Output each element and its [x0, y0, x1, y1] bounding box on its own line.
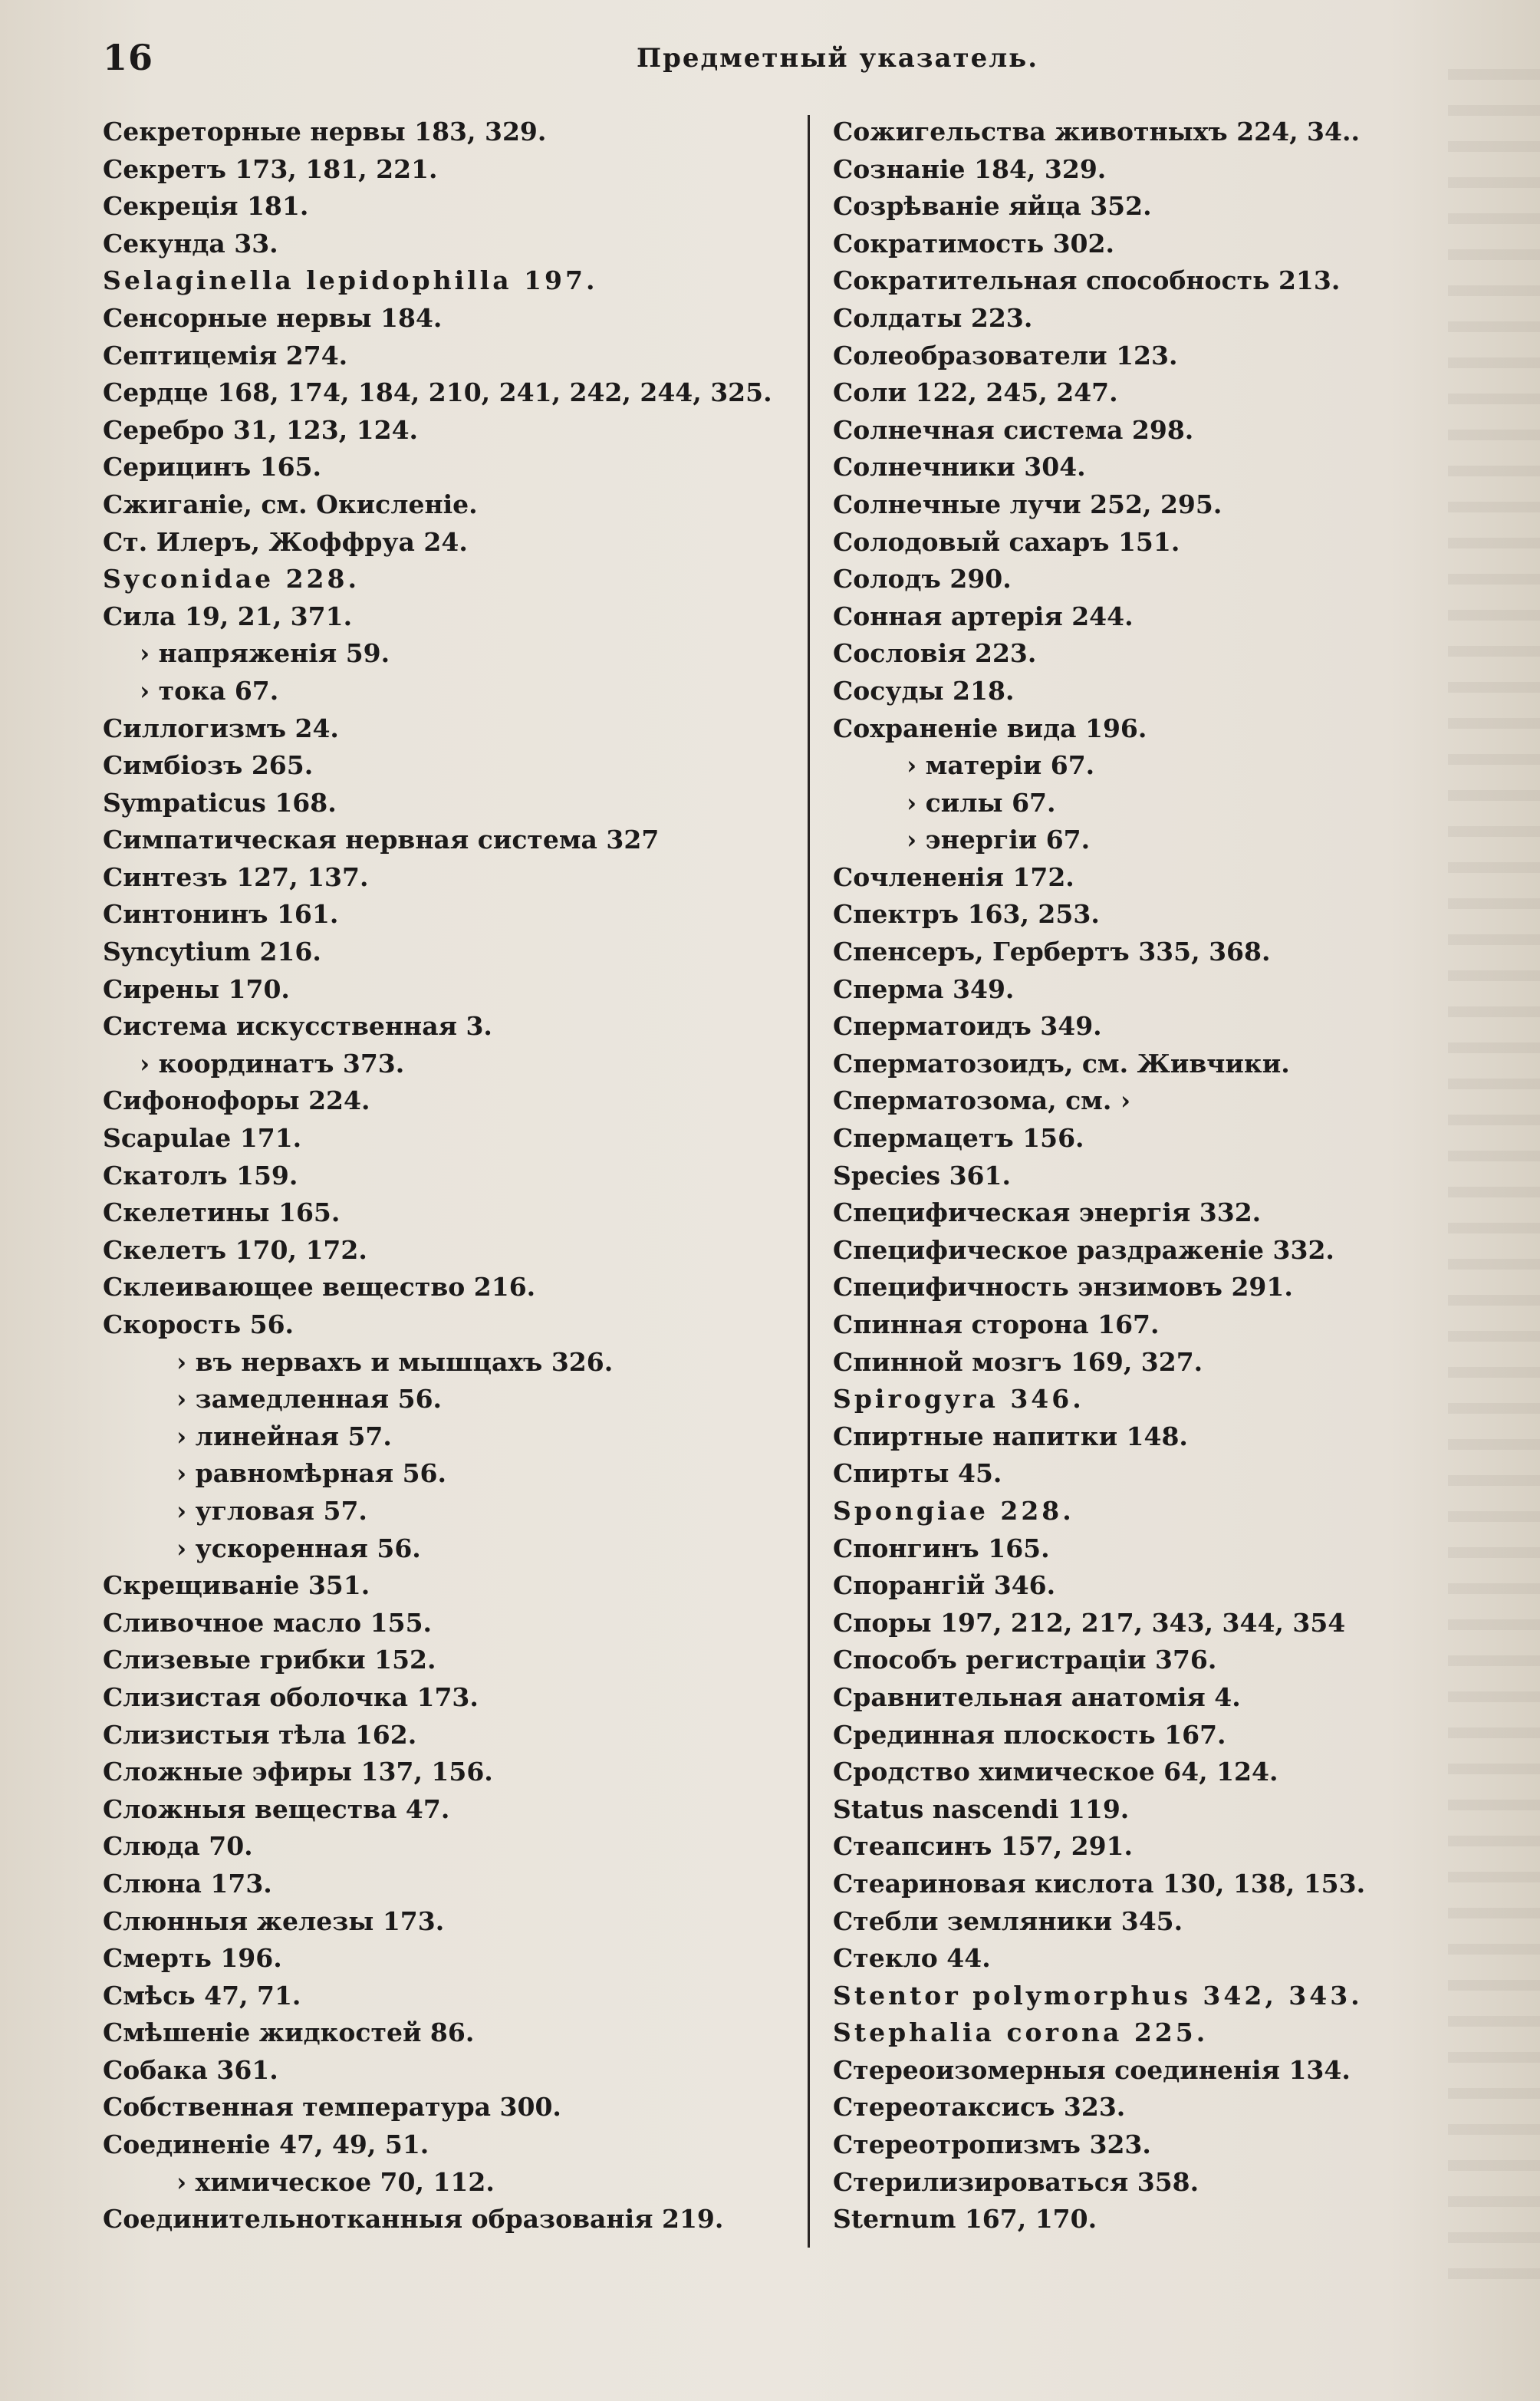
index-entry: Скатолъ 159.: [103, 1160, 298, 1191]
index-entry: Спинной мозгъ 169, 327.: [833, 1346, 1203, 1377]
index-entry: Сонная артерія 244.: [833, 601, 1134, 631]
index-entry: Срединная плоскость 167.: [833, 1719, 1226, 1750]
index-entry: Синтезъ 127, 137.: [103, 861, 369, 892]
index-entry: Способъ регистраціи 376.: [833, 1645, 1217, 1675]
index-entry: Сливочное масло 155.: [103, 1607, 433, 1638]
index-entry: Септицемія 274.: [103, 340, 348, 371]
index-entry: Сродство химическое 64, 124.: [833, 1757, 1278, 1787]
index-entry: Скелетъ 170, 172.: [103, 1234, 367, 1265]
index-entry: Сердце 168, 174, 184, 210, 241, 242, 244, 325.: [103, 377, 772, 408]
index-entry: Syconidae 228.: [103, 564, 360, 594]
index-entry: Специфическое раздраженіе 332.: [833, 1234, 1334, 1265]
index-entry: Сирены 170.: [103, 973, 290, 1004]
index-entry: Солеобразователи 123.: [833, 340, 1178, 371]
index-entry: Слизистыя тѣла 162.: [103, 1719, 417, 1750]
index-entry: Спермацетъ 156.: [833, 1123, 1084, 1154]
index-entry: Солнечники 304.: [833, 452, 1086, 483]
index-entry: Сперма 349.: [833, 973, 1015, 1004]
index-entry: Спинная сторона 167.: [833, 1309, 1160, 1339]
index-entry: Сравнительная анатомія 4.: [833, 1681, 1241, 1712]
index-entry: Секреторные нервы 183, 329.: [103, 117, 547, 147]
index-entry: Соединительнотканныя образованія 219.: [103, 2204, 724, 2235]
index-entry: Stephalia corona 225.: [833, 2017, 1209, 2048]
index-entry: Солнечная система 298.: [833, 414, 1194, 445]
index-entry: Сложныя вещества 47.: [103, 1793, 450, 1824]
index-entry: Скелетины 165.: [103, 1197, 341, 1228]
index-entry: Спиртные напитки 148.: [833, 1421, 1188, 1451]
index-entry: Солдаты 223.: [833, 302, 1033, 333]
index-entry: Стекло 44.: [833, 1943, 991, 1974]
index-entry: Сожигельства животныхъ 224, 34..: [833, 117, 1360, 147]
index-entry: Sympaticus 168.: [103, 787, 337, 818]
index-entry: Стереоизомерныя соединенія 134.: [833, 2054, 1351, 2085]
index-entry: Сочлененія 172.: [833, 861, 1074, 892]
index-entry: Симпатическая нервная система 327: [103, 825, 660, 855]
index-entry: Система искусственная 3.: [103, 1011, 492, 1042]
index-subentry: › равномѣрная 56.: [176, 1458, 446, 1489]
index-entry: Секретъ 173, 181, 221.: [103, 153, 438, 184]
index-entry: Серебро 31, 123, 124.: [103, 414, 419, 445]
index-entry: Солнечные лучи 252, 295.: [833, 489, 1222, 519]
index-entry: Специфичность энзимовъ 291.: [833, 1272, 1293, 1303]
index-subentry: › ускоренная 56.: [176, 1533, 421, 1563]
index-subentry: › угловая 57.: [176, 1495, 367, 1526]
index-entry: Собака 361.: [103, 2054, 278, 2085]
index-entry: Секреція 181.: [103, 191, 309, 222]
index-entry: Скорость 56.: [103, 1309, 295, 1339]
page-number: 16: [103, 37, 154, 78]
index-entry: Спорангій 346.: [833, 1570, 1056, 1601]
index-entry: Синтонинъ 161.: [103, 899, 339, 930]
index-subentry: › напряженія 59.: [140, 638, 390, 669]
index-column-left: [103, 114, 793, 2238]
index-entry: Смерть 196.: [103, 1943, 282, 1974]
index-entry: Сократимость 302.: [833, 228, 1114, 259]
index-entry: Спенсеръ, Гербертъ 335, 368.: [833, 937, 1271, 967]
index-subentry: › силы 67.: [907, 787, 1056, 818]
column-divider: [808, 115, 810, 2248]
index-entry: Спирты 45.: [833, 1458, 1002, 1489]
index-entry: Созрѣваніе яйца 352.: [833, 191, 1152, 222]
index-entry: Сенсорные нервы 184.: [103, 302, 443, 333]
index-entry: Смѣсь 47, 71.: [103, 1980, 301, 2011]
index-entry: Сперматоидъ 349.: [833, 1011, 1102, 1042]
index-entry: Стереотропизмъ 323.: [833, 2129, 1151, 2160]
index-entry: Симбіозъ 265.: [103, 750, 314, 781]
index-entry: Spirogyra 346.: [833, 1384, 1084, 1415]
index-entry: Spongiae 228.: [833, 1495, 1074, 1526]
running-title: Предметный указатель.: [637, 43, 1039, 74]
index-entry: Силлогизмъ 24.: [103, 713, 339, 743]
index-entry: Споры 197, 212, 217, 343, 344, 354: [833, 1607, 1346, 1638]
index-entry: Сознаніе 184, 329.: [833, 153, 1107, 184]
index-entry: Сословія 223.: [833, 638, 1037, 669]
page-header: [0, 37, 1540, 83]
index-entry: Сперматозома, см. ›: [833, 1085, 1131, 1116]
index-entry: Стеапсинъ 157, 291.: [833, 1831, 1134, 1862]
index-entry: Стерилизироваться 358.: [833, 2166, 1199, 2197]
index-subentry: › координатъ 373.: [140, 1048, 405, 1079]
index-entry: Слюда 70.: [103, 1831, 253, 1862]
index-entry: Сперматозоидъ, см. Живчики.: [833, 1048, 1290, 1079]
index-entry: Склеивающее вещество 216.: [103, 1272, 536, 1303]
index-entry: Сифонофоры 224.: [103, 1085, 370, 1116]
index-entry: Собственная температура 300.: [103, 2092, 561, 2123]
index-entry: Sternum 167, 170.: [833, 2204, 1097, 2235]
index-subentry: › тока 67.: [140, 675, 279, 706]
index-entry: Ст. Илеръ, Жоффруа 24.: [103, 526, 468, 557]
index-entry: Сила 19, 21, 371.: [103, 601, 353, 631]
index-subentry: › замедленная 56.: [176, 1384, 443, 1415]
index-column-right: [833, 114, 1431, 2238]
index-entry: Слизистая оболочка 173.: [103, 1681, 479, 1712]
index-entry: Scapulae 171.: [103, 1123, 302, 1154]
facing-page-bleed: [1448, 69, 1540, 2294]
index-entry: Специфическая энергія 332.: [833, 1197, 1262, 1228]
index-entry: Серицинъ 165.: [103, 452, 321, 483]
index-entry: Смѣшеніе жидкостей 86.: [103, 2017, 475, 2048]
index-entry: Слюнныя железы 173.: [103, 1905, 445, 1936]
index-entry: Сжиганіе, см. Окисленіе.: [103, 489, 478, 519]
index-entry: Сохраненіе вида 196.: [833, 713, 1147, 743]
index-subentry: › химическое 70, 112.: [176, 2166, 495, 2197]
index-entry: Скрещиваніе 351.: [103, 1570, 370, 1601]
index-subentry: › энергіи 67.: [907, 825, 1091, 855]
index-entry: Сложные эфиры 137, 156.: [103, 1757, 493, 1787]
index-entry: Status nascendi 119.: [833, 1793, 1130, 1824]
index-entry: Соли 122, 245, 247.: [833, 377, 1118, 408]
index-entry: Соединеніе 47, 49, 51.: [103, 2129, 429, 2160]
index-entry: Солодъ 290.: [833, 564, 1012, 594]
index-entry: Стебли земляники 345.: [833, 1905, 1183, 1936]
index-entry: Сократительная способность 213.: [833, 265, 1341, 296]
index-entry: Species 361.: [833, 1160, 1011, 1191]
index-entry: Секунда 33.: [103, 228, 278, 259]
index-entry: Слизевые грибки 152.: [103, 1645, 436, 1675]
index-entry: Слюна 173.: [103, 1868, 272, 1899]
index-subentry: › матеріи 67.: [907, 750, 1095, 781]
index-entry: Стереотаксисъ 323.: [833, 2092, 1126, 2123]
index-entry: Syncytium 216.: [103, 937, 321, 967]
index-entry: Спектръ 163, 253.: [833, 899, 1100, 930]
index-entry: Стеариновая кислота 130, 138, 153.: [833, 1868, 1366, 1899]
index-entry: Солодовый сахаръ 151.: [833, 526, 1180, 557]
index-subentry: › линейная 57.: [176, 1421, 392, 1451]
index-subentry: › въ нервахъ и мышцахъ 326.: [176, 1346, 614, 1377]
index-entry: Selaginella lepidophilla 197.: [103, 265, 598, 296]
index-entry: Stentor polymorphus 342, 343.: [833, 1980, 1363, 2011]
index-entry: Сосуды 218.: [833, 675, 1015, 706]
index-entry: Спонгинъ 165.: [833, 1533, 1050, 1563]
